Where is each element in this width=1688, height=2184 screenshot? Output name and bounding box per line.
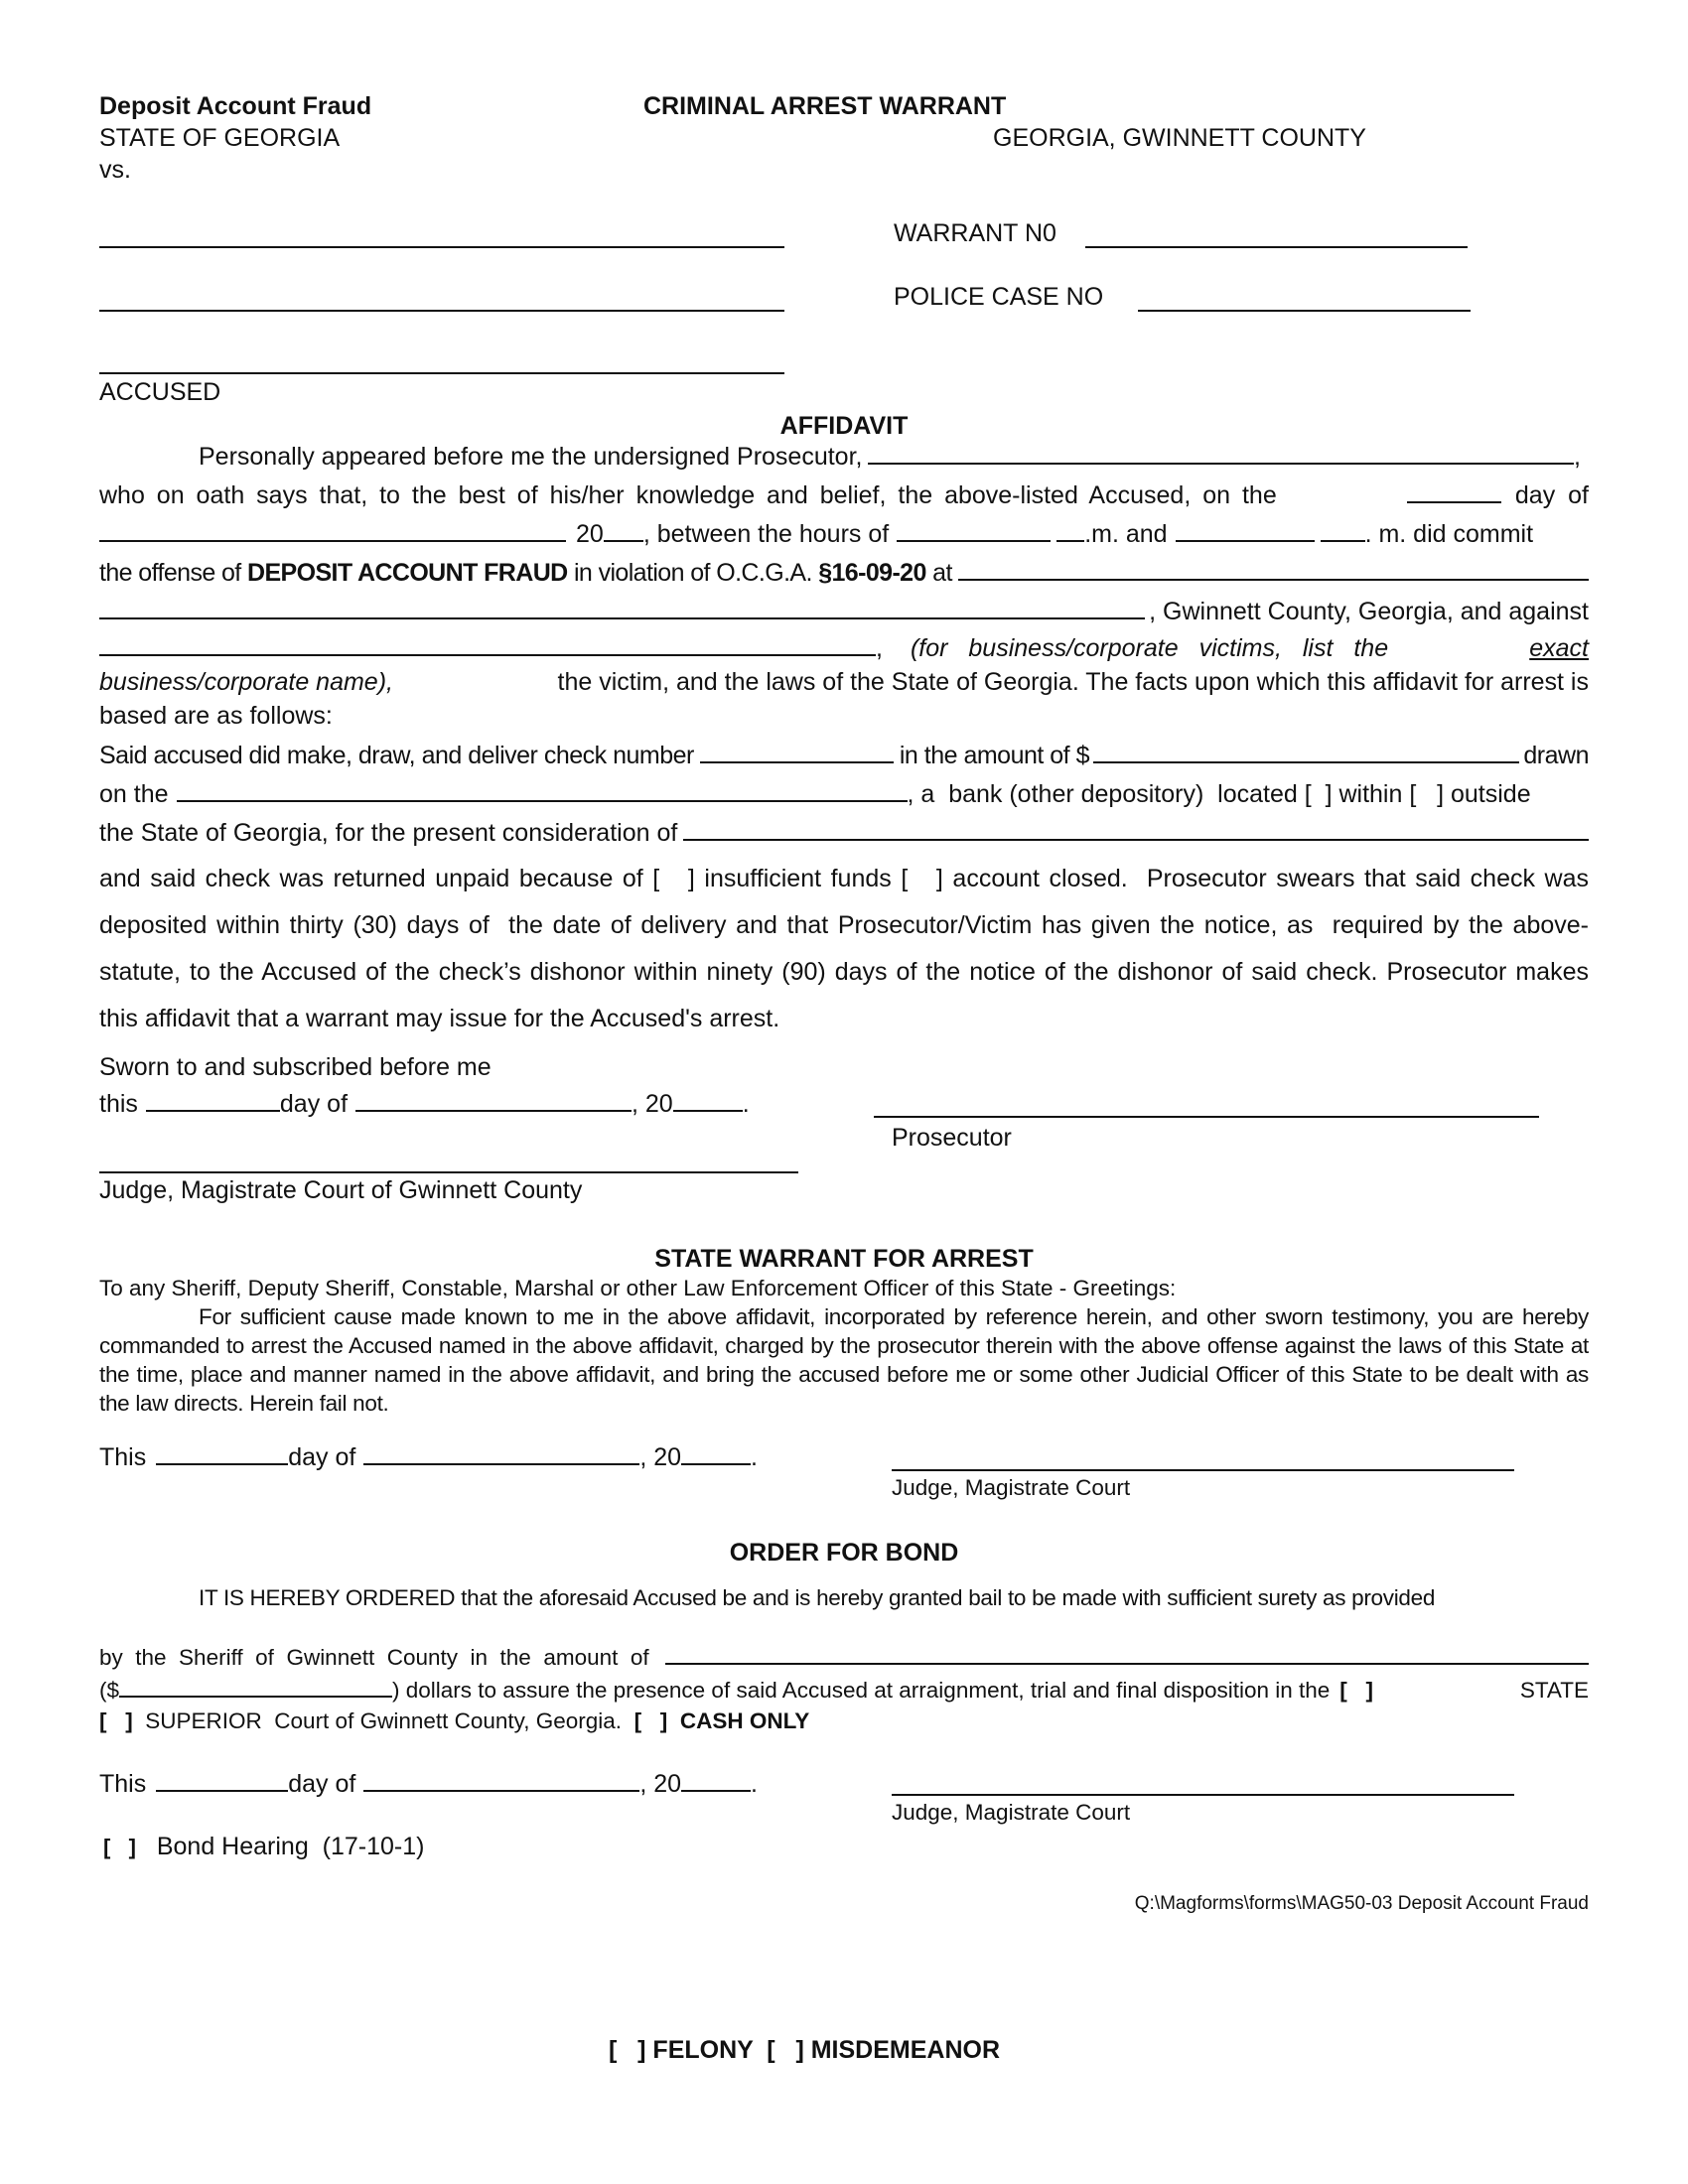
offense-day-field[interactable] (1407, 479, 1501, 503)
order-date-line (99, 1768, 758, 1799)
bank-line (99, 778, 1589, 809)
bond-amount-words-field[interactable] (665, 1641, 1589, 1665)
this-label: This (99, 1770, 147, 1798)
ocga-code: §16-09-20 (818, 559, 926, 587)
warrant-day-field[interactable] (156, 1441, 288, 1465)
affidavit-line-2 (99, 479, 1589, 510)
misdemeanor-checkbox[interactable]: [ ] MISDEMEANOR (767, 2036, 1000, 2064)
state-warrant-heading: STATE WARRANT FOR ARREST (654, 1245, 1034, 1273)
check-number-field[interactable] (700, 740, 894, 763)
cash-only-label: CASH ONLY (679, 1708, 810, 1733)
warrant-no-field[interactable] (1085, 246, 1468, 248)
sworn-year-field[interactable] (673, 1088, 743, 1112)
offense-year-field[interactable] (604, 518, 643, 542)
order-judge-signature-line[interactable] (892, 1794, 1514, 1796)
police-case-field[interactable] (1138, 310, 1471, 312)
affidavit-line-4 (99, 557, 1589, 588)
form-path: Q:\Magforms\forms\MAG50-03 Deposit Account Fraud (1134, 1893, 1589, 1914)
m-and-label: .m. and (1084, 520, 1168, 548)
victim-name-field[interactable] (99, 632, 876, 656)
comma: , (1574, 443, 1581, 471)
this-label: this (99, 1090, 138, 1118)
period: . (751, 1443, 758, 1471)
exact-word: exact (1529, 634, 1589, 662)
prosecutor-signature-line[interactable] (874, 1116, 1539, 1118)
state-court-label: STATE (1519, 1678, 1589, 1703)
end-ampm-field[interactable] (1321, 518, 1365, 542)
warrant-year-field[interactable] (681, 1441, 751, 1465)
prosecutor-intro: Personally appeared before me the undersigned Prosecutor, (199, 443, 863, 471)
period: . (742, 1090, 750, 1118)
prosecutor-name-field[interactable] (868, 441, 1574, 465)
did-commit-label: . m. did commit (1364, 520, 1534, 548)
state-court-checkbox[interactable]: [ ] (1339, 1678, 1374, 1703)
violation-label: in violation of O.C.G.A. (573, 559, 812, 587)
superior-court-label: SUPERIOR Court of Gwinnett County, Georgia. (145, 1708, 623, 1733)
county-against-label: , Gwinnett County, Georgia, and against (1149, 598, 1589, 625)
page-title: CRIMINAL ARREST WARRANT (643, 92, 1007, 120)
warrant-judge-label: Judge, Magistrate Court (892, 1475, 1131, 1500)
start-time-field[interactable] (897, 518, 1051, 542)
warrant-date-line (99, 1441, 758, 1472)
order-line-1: IT IS HEREBY ORDERED that the aforesaid Accused be and is hereby granted bail to be made with sufficient surety as provided (199, 1585, 1436, 1610)
amount-label: in the amount of $ (899, 742, 1089, 769)
prosecutor-label: Prosecutor (892, 1124, 1012, 1152)
police-case-label: POLICE CASE NO (894, 283, 1104, 311)
bond-amount-field[interactable] (119, 1674, 392, 1698)
warrant-body: For sufficient cause made known to me in the above affidavit, incorporated by reference herein, and other sworn testimony, you are hereby commanded to arrest the Accused named in the above affidavit, charged by the prosecutor therein with the above offense against the laws of this State at the time, place and manner named in the above affidavit, and bring the accused before me or some other Judicial Officer of this State to be dealt with as the law directs. Herein fail not. (99, 1304, 1589, 1416)
order-line-3 (99, 1674, 1589, 1705)
accused-label: ACCUSED (99, 378, 221, 406)
offense-month-field[interactable] (99, 518, 566, 542)
bond-amount-label: by the Sheriff of Gwinnett County in the amount of (99, 1645, 649, 1670)
bank-name-field[interactable] (177, 778, 908, 802)
facts-intro: based are as follows: (99, 702, 333, 730)
order-bond-heading: ORDER FOR BOND (729, 1539, 959, 1567)
on-the-label: on the (99, 780, 169, 808)
order-year-field[interactable] (681, 1768, 751, 1792)
bond-hearing-label: Bond Hearing (17-10-1) (156, 1833, 425, 1860)
order-line-4 (99, 1706, 809, 1735)
affidavit-heading: AFFIDAVIT (779, 412, 909, 440)
location-field[interactable] (958, 557, 1589, 581)
consideration-line (99, 817, 1589, 848)
period: . (751, 1770, 758, 1798)
order-day-field[interactable] (156, 1768, 288, 1792)
felony-checkbox[interactable]: [ ] FELONY (609, 2036, 754, 2064)
sworn-month-field[interactable] (355, 1088, 632, 1112)
paren-dollar: ($ (99, 1678, 120, 1703)
bond-hearing-line (103, 1832, 424, 1862)
oath-text: who on oath says that, to the best of his/her knowledge and belief, the above-listed Accused, on the (99, 481, 1277, 509)
start-ampm-field[interactable] (1056, 518, 1084, 542)
victim-note: (for business/corporate victims, list the (910, 634, 1389, 662)
sworn-date-line (99, 1088, 750, 1119)
affidavit-closing: and said check was returned unpaid because of [ ] insufficient funds [ ] account closed. Prosecutor swears that said check was deposited within thirty (30) days of the date of delivery and that Prosecutor/Victim has given the notice, as required by the above-statute, to the Accused of the check’s dishonor within ninety (90) days of the notice of the dishonor of said check. Prosecutor makes this affidavit that a warrant may issue for the Accused's arrest. (99, 865, 1596, 1032)
consideration-label: the State of Georgia, for the present consideration of (99, 819, 678, 847)
county-name: GEORGIA, GWINNETT COUNTY (993, 124, 1366, 152)
warrant-judge-signature-line[interactable] (892, 1469, 1514, 1471)
comma: , (876, 634, 883, 662)
cash-only-checkbox[interactable]: [ ] (633, 1708, 668, 1733)
affidavit-line-7 (99, 667, 1589, 697)
order-month-field[interactable] (363, 1768, 639, 1792)
location-field-2[interactable] (99, 596, 1145, 619)
state-name: STATE OF GEORGIA (99, 124, 341, 152)
this-label: This (99, 1443, 147, 1471)
order-line-2 (99, 1641, 1589, 1672)
day-of-label: day of (288, 1443, 356, 1471)
accused-line-2[interactable] (99, 310, 784, 312)
judge-label: Judge, Magistrate Court of Gwinnett County (99, 1176, 583, 1204)
warrant-no-label: WARRANT N0 (894, 219, 1056, 247)
consideration-field[interactable] (683, 817, 1589, 841)
accused-line-3[interactable] (99, 372, 784, 374)
warrant-month-field[interactable] (363, 1441, 639, 1465)
sworn-label: Sworn to and subscribed before me (99, 1053, 492, 1081)
between-label: , between the hours of (642, 520, 890, 548)
day-of-label: day of (1514, 481, 1589, 509)
year-prefix: , 20 (639, 1443, 682, 1471)
vs-label: vs. (99, 156, 131, 184)
drawn-label: drawn (1523, 742, 1589, 769)
accused-line-1[interactable] (99, 246, 784, 248)
warrant-greeting: To any Sheriff, Deputy Sheriff, Constable, Marshal or other Law Enforcement Officer of this State - Greetings: (99, 1276, 1177, 1300)
sworn-day-field[interactable] (146, 1088, 280, 1112)
assure-text: ) dollars to assure the presence of said Accused at arraignment, trial and final disposition in the (392, 1678, 1331, 1703)
affidavit-line-5 (99, 596, 1589, 626)
classification-line (609, 2035, 1000, 2065)
affidavit-line-1 (199, 441, 1581, 472)
victim-note-cont: business/corporate name), (99, 668, 393, 696)
year-prefix: , 20 (632, 1090, 673, 1118)
affidavit-line-3 (99, 518, 1533, 549)
at-label: at (932, 559, 952, 587)
year-prefix: , 20 (639, 1770, 682, 1798)
offense-prefix: the offense of (99, 559, 241, 587)
check-intro: Said accused did make, draw, and deliver check number (99, 742, 694, 769)
offense-name: DEPOSIT ACCOUNT FRAUD (247, 559, 568, 587)
affidavit-line-6 (99, 632, 1589, 663)
day-of-label: day of (279, 1090, 349, 1118)
order-judge-label: Judge, Magistrate Court (892, 1800, 1131, 1825)
bank-location-options: , a bank (other depository) located [ ] within [ ] outside (907, 780, 1531, 808)
bond-hearing-checkbox[interactable]: [ ] (103, 1835, 136, 1859)
check-amount-field[interactable] (1093, 740, 1519, 763)
superior-court-checkbox[interactable]: [ ] (99, 1708, 133, 1733)
form-type: Deposit Account Fraud (99, 92, 372, 120)
end-time-field[interactable] (1176, 518, 1315, 542)
year-prefix: 20 (576, 520, 604, 548)
day-of-label: day of (288, 1770, 356, 1798)
judge-signature-line[interactable] (99, 1171, 798, 1173)
check-line (99, 740, 1589, 770)
victim-laws-text: the victim, and the laws of the State of Georgia. The facts upon which this affidavit for arrest is (557, 668, 1589, 696)
